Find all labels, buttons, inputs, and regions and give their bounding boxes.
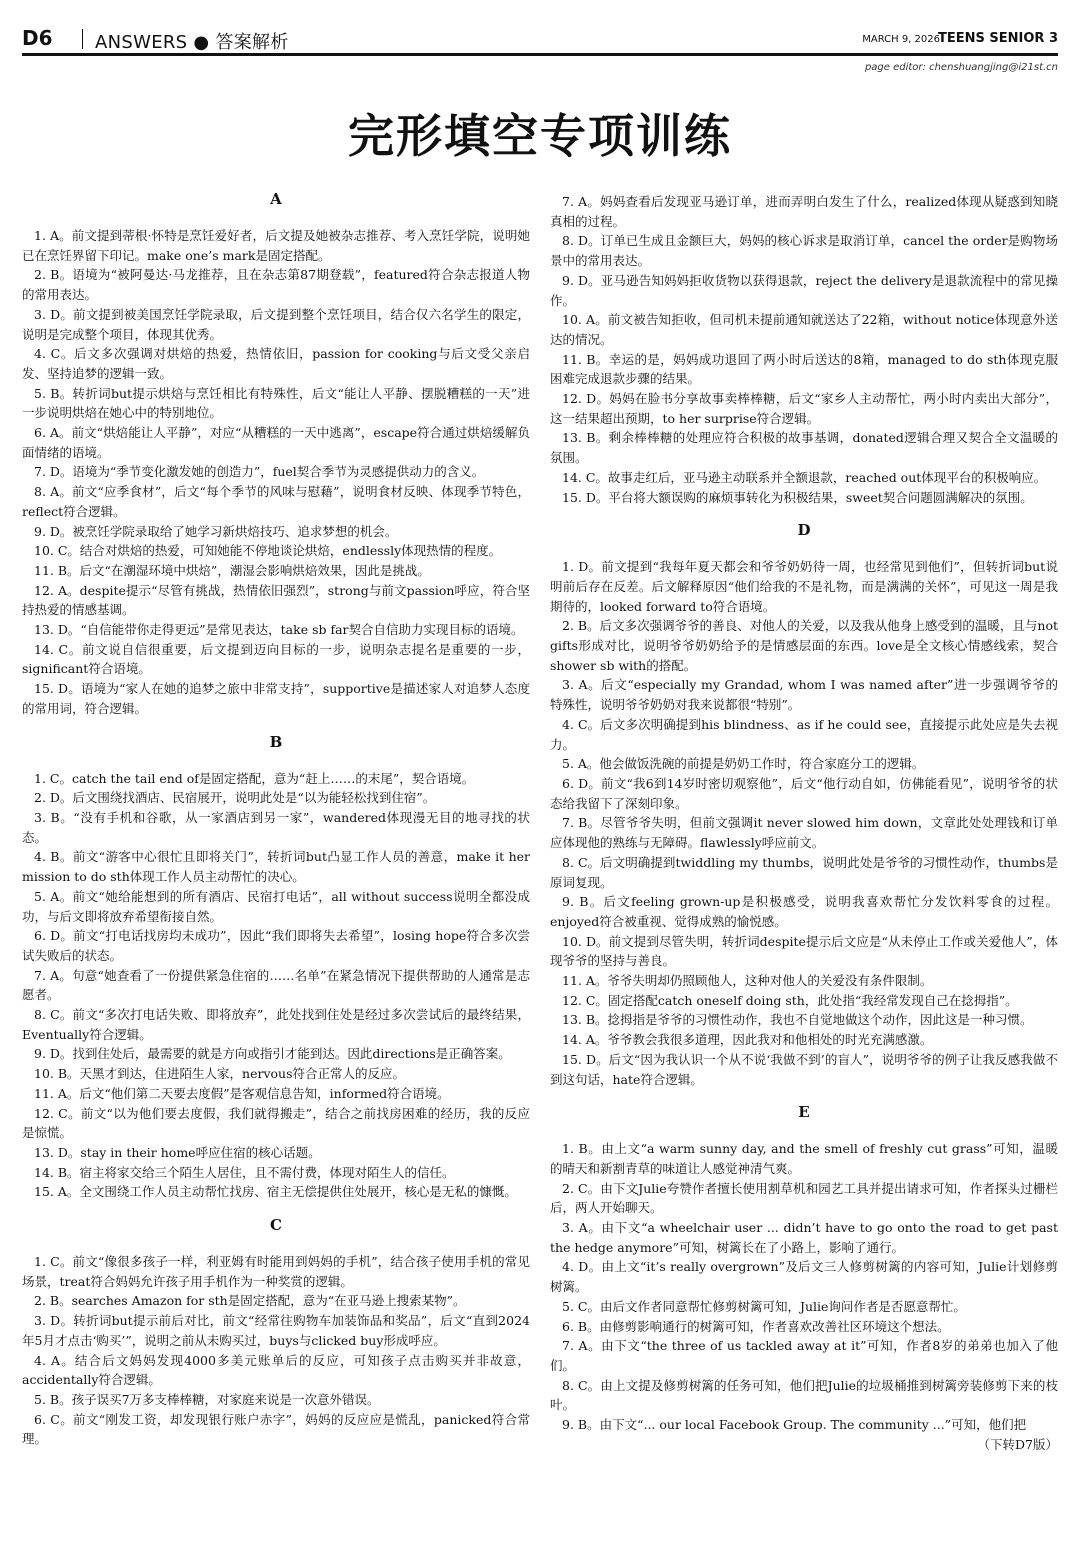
answer-item: 3. A。由下文“a wheelchair user ... didn’t have to go onto the road to get past the hedge anymore”可知，树篱长在了小路上，影响了通行。 [550, 1220, 1058, 1255]
issue-date: MARCH 9, 2026 [862, 34, 940, 45]
answer-item: 11. A。后文“他们第二天要去度假”是客观信息告知，informed符合语境。 [34, 1085, 450, 1101]
continued-note: （下转D7版） [977, 1436, 1058, 1452]
answer-item: 8. C。由上文提及修剪树篱的任务可知，他们把Julie的垃圾桶推到树篱旁装修剪下来的枝叶。 [550, 1377, 1058, 1413]
answer-item: 1. C。catch the tail end of是固定搭配，意为“赶上……的末尾”，契合语境。 [34, 770, 475, 786]
answer-item: 4. D。由上文“it’s really overgrown”及后文三人修剪树篱的内容可知，Julie计划修剪树篱。 [550, 1259, 1058, 1295]
answer-item: 2. D。后文围绕找酒店、民宿展开，说明此处是“以为能轻松找到住宿”。 [34, 790, 436, 806]
answer-item: 3. D。前文提到被美国烹饪学院录取，后文提到整个烹饪项目，结合仅六名学生的限定，说明是完成整个项目，体现其优秀。 [22, 306, 530, 342]
answer-item: 2. C。由下文Julie夸赞作者擅长使用割草机和园艺工具并提出请求可知，作者探头过栅栏后，两人开始聊天。 [550, 1180, 1058, 1216]
answer-item: 13. B。捻拇指是爷爷的习惯性动作，我也不自觉地做这个动作，因此这是一种习惯。 [562, 1012, 1033, 1028]
answer-item: 2. B。语境为“被阿曼达·马龙推荐，且在杂志第87期登载”，featured符合杂志报道人物的常用表达。 [22, 267, 530, 303]
answer-item: 15. D。后文“因为我认识一个从不说‘我做不到’的盲人”，说明爷爷的例子让我反感我做不到这句话，hate符合逻辑。 [550, 1051, 1058, 1087]
answer-item: 11. A。爷爷失明却仍照顾他人，这种对他人的关爱没有条件限制。 [562, 973, 933, 989]
answer-item: 8. C。前文“多次打电话失败、即将放弃”，此处找到住处是经过多次尝试后的最终结果，Eventually符合逻辑。 [22, 1007, 530, 1042]
page-editor: page editor: chenshuangjing@i21st.cn [864, 62, 1058, 73]
section-label-a: A [270, 190, 282, 208]
answer-item: 9. D。被烹饪学院录取给了她学习新烘焙技巧、追求梦想的机会。 [34, 523, 398, 539]
section-name: ANSWERS ● 答案解析 [95, 32, 289, 53]
answer-item: 5. B。孩子误买7万多支棒棒糖，对家庭来说是一次意外错误。 [34, 1391, 380, 1407]
answer-item: 13. D。“自信能带你走得更远”是常见表达，take sb far契合自信助力实现目标的语境。 [34, 622, 524, 638]
answer-item: 15. D。平台将大额误购的麻烦事转化为积极结果，sweet契合问题圆满解决的氛围。 [562, 489, 1033, 505]
answer-item: 1. B。由上文“a warm sunny day, and the smell of freshly cut grass”可知，温暖的晴天和新割青草的味道让人感觉神清气爽。 [550, 1141, 1058, 1176]
answer-item: 3. A。后文“especially my Grandad, whom I was named after”进一步强调爷爷的特殊性，说明爷爷奶奶对我来说都很“特别”。 [550, 677, 1058, 713]
page-header [22, 26, 1058, 54]
answer-item: 6. C。前文“刚发工资，却发现银行账户赤字”，妈妈的反应应是慌乱，panicked符合常理。 [22, 1411, 530, 1447]
answer-item: 12. C。前文“以为他们要去度假，我们就得搬走”，结合之前找房困难的经历，我的反应是惊慌。 [22, 1105, 530, 1141]
answer-item: 5. A。他会做饭洗碗的前提是奶奶工作时，符合家庭分工的逻辑。 [562, 756, 925, 772]
answer-item: 8. D。订单已生成且金额巨大，妈妈的核心诉求是取消订单，cancel the order是购物场景中的常用表达。 [550, 233, 1058, 269]
answer-item: 5. C。由后文作者同意帮忙修剪树篱可知，Julie询问作者是否愿意帮忙。 [562, 1298, 966, 1314]
section-label-c: C [270, 1216, 282, 1235]
answer-item: 1. D。前文提到“我每年夏天都会和爷爷奶奶待一周，也经常见到他们”，但转折词but说明前后存在反差。后文解释原因“他们给我的不是礼物，而是满满的关怀”，可见这一周是我期待的，looked forward to符合语境。 [550, 559, 1058, 614]
header-divider [82, 29, 83, 49]
answer-item: 7. A。由下文“the three of us tackled away at it”可知，作者8岁的弟弟也加入了他们。 [550, 1338, 1058, 1373]
header-rule [22, 53, 1058, 56]
answer-item: 6. A。前文“烘焙能让人平静”，对应“从糟糕的一天中逃离”，escape符合通过烘焙缓解负面情绪的语境。 [22, 425, 530, 460]
section-label-e: E [798, 1103, 810, 1122]
answer-item: 8. C。后文明确提到twiddling my thumbs，说明此处是爷爷的习惯性动作，thumbs是原词复现。 [550, 854, 1058, 890]
answer-item: 4. B。前文“游客中心很忙且即将关门”，转折词but凸显工作人员的善意，make it her mission to do sth体现工作人员主动帮忙的决心。 [22, 849, 530, 885]
answer-item: 6. D。前文“我6到14岁时密切观察他”，后文“他行动自如，仿佛能看见”，说明爷爷的状态给我留下了深刻印象。 [550, 775, 1058, 811]
answer-item: 9. D。亚马逊告知妈妈拒收货物以获得退款，reject the delivery是退款流程中的常见操作。 [550, 272, 1058, 308]
answer-item: 3. B。“没有手机和谷歌，从一家酒店到另一家”，wandered体现漫无目的地寻找的状态。 [22, 809, 530, 845]
answer-item: 14. A。爷爷教会我很多道理，因此我对和他相处的时光充满感激。 [562, 1032, 933, 1048]
answer-item: 12. C。固定搭配catch oneself doing sth，此处指“我经常发现自己在捻拇指”。 [562, 992, 1018, 1008]
answer-item: 10. A。前文被告知拒收，但司机未提前通知就送达了22箱，without notice体现意外送达的情况。 [550, 312, 1058, 347]
answer-item: 4. A。结合后文妈妈发现4000多美元账单后的反应，可知孩子点击购买并非故意，accidentally符合逻辑。 [22, 1352, 530, 1388]
answer-item: 15. A。全文围绕工作人员主动帮忙找房、宿主无偿提供住处展开，核心是无私的慷慨。 [34, 1184, 517, 1200]
answer-item: 13. D。stay in their home呼应住宿的核心话题。 [34, 1144, 321, 1160]
answer-item: 10. D。前文提到尽管失明，转折词despite提示后文应是“从未停止工作或关爱他人”，体现爷爷的坚持与善良。 [550, 933, 1058, 969]
answer-item: 2. B。searches Amazon for sth是固定搭配，意为“在亚马逊上搜索某物”。 [34, 1293, 466, 1309]
section-label-b: B [269, 732, 283, 751]
answer-item: 9. D。找到住处后，最需要的就是方向或指引才能到达。因此directions是正确答案。 [34, 1046, 511, 1062]
answer-item: 9. B。后文feeling grown-up是积极感受，说明我喜欢帮忙分发饮料零食的过程。enjoyed符合被重视、觉得成熟的愉悦感。 [550, 894, 1058, 929]
answer-item: 9. B。由下文“... our local Facebook Group. The community ...”可知，他们把 [562, 1417, 1027, 1433]
answer-item: 13. B。剩余棒棒糖的处理应符合积极的故事基调，donated逻辑合理又契合全文温暖的氛围。 [550, 430, 1058, 466]
answer-item: 12. D。妈妈在脸书分享故事卖棒棒糖，后文“家乡人主动帮忙，两小时内卖出大部分”，这一结果超出预期，to her surprise符合逻辑。 [550, 391, 1058, 426]
answer-item: 14. C。故事走红后，亚马逊主动联系并全额退款，reached out体现平台的积极响应。 [562, 469, 1047, 485]
answer-item: 15. D。语境为“家人在她的追梦之旅中非常支持”，supportive是描述家人对追梦人态度的常用词，符合逻辑。 [22, 681, 530, 716]
page-title: 完形填空专项训练 [348, 109, 732, 163]
answer-item: 10. B。天黑才到达，住进陌生人家，nervous符合正常人的反应。 [34, 1066, 406, 1082]
right-column [550, 192, 1058, 1454]
answer-item: 4. C。后文多次明确提到his blindness、as if he could see，直接提示此处应是失去视力。 [550, 716, 1058, 752]
answer-item: 8. A。前文“应季食材”，后文“每个季节的风味与慰藉”，说明食材反映、体现季节特色，reflect符合逻辑。 [22, 484, 530, 519]
answer-item: 12. A。despite提示“尽管有挑战，热情依旧强烈”，strong与前文passion呼应，符合坚持热爱的情感基调。 [22, 582, 530, 618]
answer-item: 6. B。由修剪影响通行的树篱可知，作者喜欢改善社区环境这个想法。 [562, 1318, 950, 1334]
answer-item: 14. C。前文说自信很重要，后文提到迈向目标的一步，说明杂志提名是重要的一步，significant符合语境。 [22, 641, 530, 677]
page-number: D6 [22, 26, 53, 50]
answer-item: 3. D。转折词but提示前后对比，前文“经常往购物车加装饰品和奖品”，后文“直到2024年5月才点击‘购买’”，说明之前从未购买过，buys与clicked buy形成呼应。 [22, 1313, 530, 1348]
answer-item: 6. D。前文“打电话找房均未成功”，因此“我们即将失去希望”，losing hope符合多次尝试失败后的状态。 [22, 928, 530, 963]
answer-item: 7. D。语境为“季节变化激发她的创造力”，fuel契合季节为灵感提供动力的含义。 [34, 464, 485, 480]
answer-item: 7. A。妈妈查看后发现亚马逊订单，进而弄明白发生了什么，realized体现从疑惑到知晓真相的过程。 [550, 194, 1058, 229]
answer-item: 11. B。幸运的是，妈妈成功退回了两小时后送达的8箱，managed to do sth体现克服困难完成退款步骤的结果。 [550, 351, 1058, 387]
answer-item: 4. C。后文多次强调对烘焙的热爱，热情依旧，passion for cooking与后文受父亲启发、坚持追梦的逻辑一致。 [22, 346, 530, 381]
answer-item: 1. C。前文“像很多孩子一样，利亚姆有时能用到妈妈的手机”，结合孩子使用手机的常见场景，treat符合妈妈允许孩子用手机作为一种奖赏的逻辑。 [22, 1254, 530, 1289]
answer-item: 2. B。后文多次强调爷爷的善良、对他人的关爱，以及我从他身上感受到的温暖，且与not gifts形成对比，说明爷爷奶奶给予的是情感层面的东西。love是全文核心情感线索，契合shower sb with的搭配。 [550, 618, 1058, 673]
answer-item: 5. A。前文“她给能想到的所有酒店、民宿打电话”，all without success说明全都没成功，与后文即将放弃希望衔接自然。 [22, 888, 530, 924]
section-label-d: D [797, 521, 811, 540]
answer-item: 1. A。前文提到蒂根·怀特是烹饪爱好者，后文提及她被杂志推荐、考入烹饪学院，说明她已在烹饪界留下印记。make one’s mark是固定搭配。 [22, 228, 530, 263]
answer-item: 14. B。宿主将家交给三个陌生人居住，且不需付费，体现对陌生人的信任。 [34, 1164, 455, 1180]
answer-item: 11. B。后文“在潮湿环境中烘焙”，潮湿会影响烘焙效果，因此是挑战。 [34, 562, 430, 578]
left-column [22, 186, 530, 1449]
answer-item: 5. B。转折词but提示烘焙与烹饪相比有特殊性，后文“能让人平静、摆脱糟糕的一天”进一步说明烘焙在她心中的特别地位。 [22, 385, 530, 421]
answer-item: 7. B。尽管爷爷失明，但前文强调it never slowed him down，文章此处处理钱和订单应体现他的熟练与无障碍。flawlessly呼应前文。 [550, 815, 1058, 851]
answer-item: 10. C。结合对烘焙的热爱，可知她能不停地谈论烘焙，endlessly体现热情的程度。 [34, 543, 502, 559]
paper-name: TEENS SENIOR 3 [938, 31, 1058, 46]
answer-item: 7. A。句意“她查看了一份提供紧急住宿的……名单”在紧急情况下提供帮助的人通常是志愿者。 [22, 967, 530, 1003]
